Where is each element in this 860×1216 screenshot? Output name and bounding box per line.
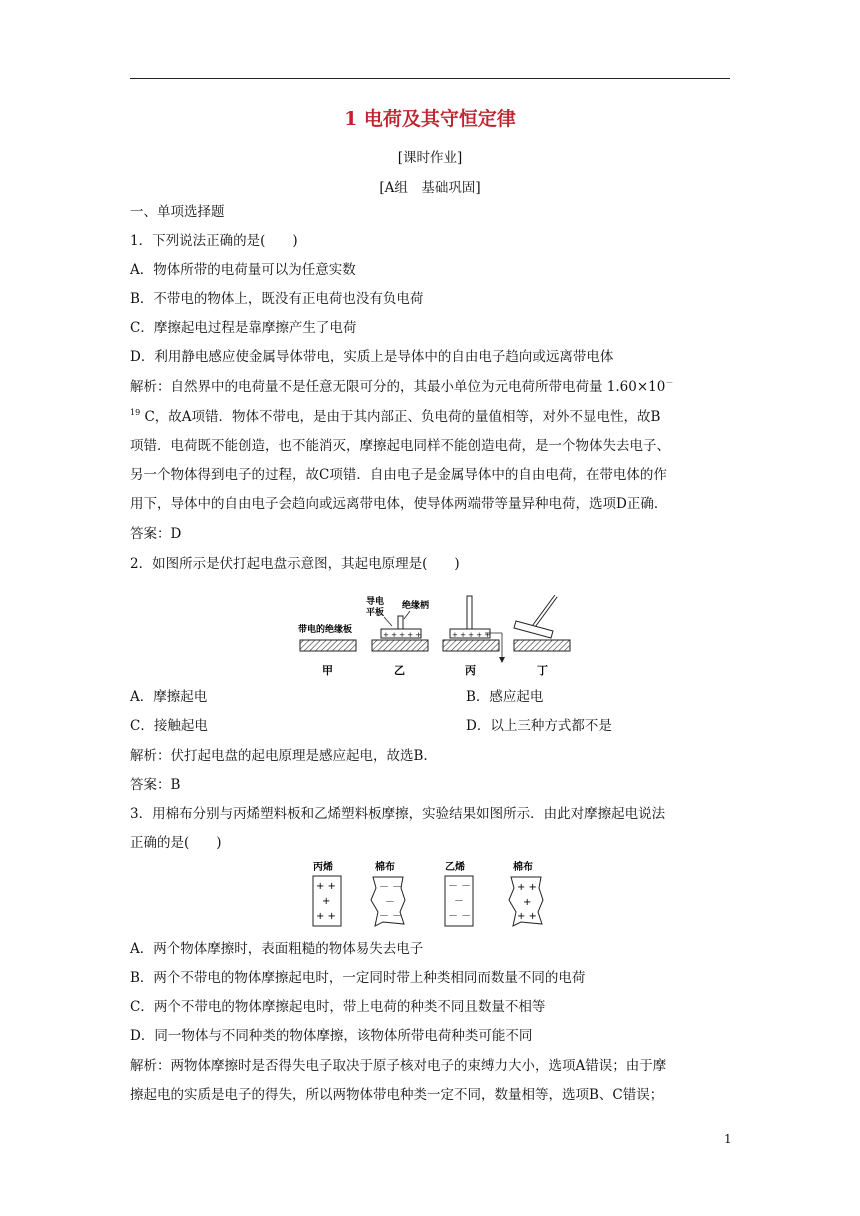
q2-option-d: D．以上三种方式都不是 — [466, 718, 612, 734]
page-number: 1 — [724, 1132, 732, 1146]
q3-explanation-line-2: 擦起电的实质是电子的得失，所以两物体带电种类一定不同，数量相等，选项B、C错误； — [130, 1087, 664, 1103]
q1-explanation-line-4: 另一个物体得到电子的过程，故C项错．自由电子是金属导体中的自由电荷，在带电体的作 — [130, 467, 667, 483]
q1-explanation-line-3: 项错．电荷既不能创造，也不能消灭，摩擦起电同样不能创造电荷，是一个物体失去电子、 — [130, 438, 670, 454]
q3-stem-line-1: 3．用棉布分别与丙烯塑料板和乙烯塑料板摩擦，实验结果如图所示．由此对摩擦起电说法 — [130, 806, 666, 822]
q3-option-a: A．两个物体摩擦时，表面粗糙的物体易失去电子 — [130, 941, 424, 957]
q1-option-b: B．不带电的物体上，既没有正电荷也没有负电荷 — [130, 291, 424, 307]
q1-explanation-line-5: 用下，导体中的自由电子会趋向或远离带电体，使导体两端带等量异种电荷，选项D正确． — [130, 496, 668, 512]
q1-stem: 1．下列说法正确的是( ) — [130, 233, 298, 249]
q3-explanation-line-1: 解析：两物体摩擦时是否得失电子取决于原子核对电子的束缚力大小，选项A错误；由于摩 — [130, 1058, 667, 1074]
svg-text:－ －: － － — [448, 911, 472, 922]
svg-text:－ －: － － — [379, 911, 403, 922]
board-4 — [514, 640, 570, 651]
label-charged-board: 带电的绝缘板 — [298, 625, 353, 635]
q1-explanation-line-1: 解析：自然界中的电荷量不是任意无限可分的，其最小单位为元电荷所带电荷量 1.60×10－ — [130, 378, 674, 395]
svg-text:－: － — [385, 897, 395, 908]
svg-text:+ +: + + — [316, 881, 336, 892]
svg-text:+: + — [523, 897, 532, 908]
label-propylene: 丙烯 — [313, 862, 333, 873]
label-handle: 绝缘柄 — [402, 601, 430, 611]
q2-stem: 2．如图所示是伏打起电盘示意图，其起电原理是( ) — [130, 556, 460, 572]
section-heading: 一、单项选择题 — [130, 204, 225, 220]
q3-stem-line-2: 正确的是( ) — [130, 835, 222, 851]
svg-text:－: － — [454, 896, 464, 907]
label-cotton-1: 棉布 — [375, 862, 395, 873]
q1-explanation-line-2: $^{19}$ C，故A项错．物体不带电，是由于其内部正、负电荷的量值相等，对外不显电性，故B — [130, 408, 661, 425]
q3-option-b: B．两个不带电的物体摩擦起电时，一定同时带上种类相同而数量不同的电荷 — [130, 970, 586, 986]
page-title: 1 电荷及其守恒定律 — [344, 108, 516, 130]
group-heading: [A组 基础巩固] — [379, 180, 481, 196]
caption-yi: 乙 — [394, 664, 405, 677]
electrophorus-figure — [280, 584, 580, 684]
subtitle: [课时作业] — [397, 150, 463, 166]
q2-answer: 答案：B — [130, 777, 181, 793]
caption-bing: 丙 — [465, 664, 476, 677]
svg-text:+: + — [322, 896, 331, 907]
friction-figure — [305, 858, 555, 930]
board-1 — [300, 640, 356, 651]
q2-explanation: 解析：伏打起电盘的起电原理是感应起电，故选B. — [130, 748, 428, 764]
q1-option-d: D．利用静电感应使金属导体带电，实质上是导体中的自由电子趋向或远离带电体 — [130, 349, 614, 365]
q2-option-b: B．感应起电 — [466, 689, 544, 705]
svg-text:－ －: － － — [448, 881, 472, 892]
plate-charges-3: + + + + + — [452, 631, 491, 639]
q3-option-c: C．两个不带电的物体摩擦起电时，带上电荷的种类不同且数量不相等 — [130, 999, 546, 1015]
q1-answer: 答案：D — [130, 526, 182, 542]
q2-option-a: A．摩擦起电 — [130, 689, 208, 705]
header-rule — [130, 78, 730, 79]
svg-text:+ +: + + — [517, 882, 537, 893]
svg-text:+ +: + + — [517, 911, 537, 922]
board-3 — [443, 640, 499, 651]
svg-text:－ －: － － — [379, 882, 403, 893]
svg-text:+ +: + + — [316, 911, 336, 922]
label-ethylene: 乙烯 — [445, 862, 465, 873]
label-cotton-2: 棉布 — [513, 862, 533, 873]
q2-option-c: C．接触起电 — [130, 718, 208, 734]
q1-option-a: A．物体所带的电荷量可以为任意实数 — [130, 262, 356, 278]
board-2 — [372, 640, 428, 651]
q1-option-c: C．摩擦起电过程是靠摩擦产生了电荷 — [130, 320, 357, 336]
label-plate-1: 导电 — [366, 597, 385, 607]
q3-option-d: D．同一物体与不同种类的物体摩擦，该物体所带电荷种类可能不同 — [130, 1028, 533, 1044]
caption-jia: 甲 — [322, 664, 333, 677]
label-plate-2: 平板 — [366, 608, 385, 618]
plate-charges-2: + + + + + — [383, 631, 422, 639]
caption-ding: 丁 — [537, 664, 548, 677]
